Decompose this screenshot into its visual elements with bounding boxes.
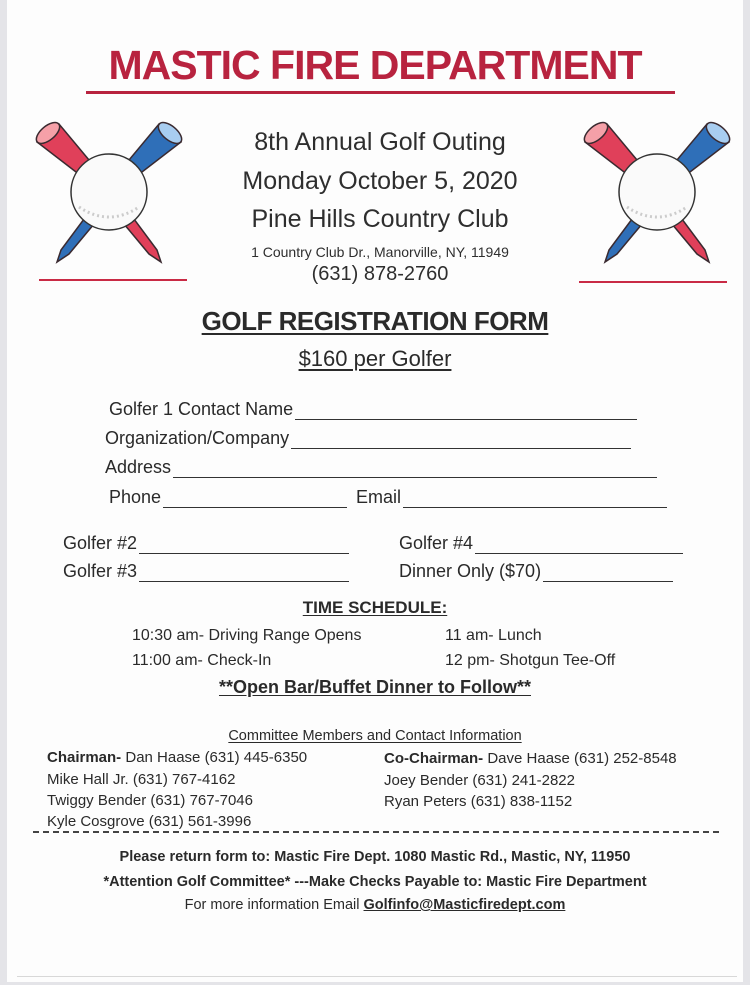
schedule-item: 11 am- Lunch <box>445 627 542 644</box>
more-info-prefix: For more information Email <box>184 897 364 913</box>
checks-payable: *Attention Golf Committee* ---Make Checks Payable to: Mastic Fire Department <box>103 874 647 890</box>
golfer4-label: Golfer #4 <box>399 533 474 553</box>
cut-line-divider <box>33 831 719 833</box>
more-info-line <box>7 897 743 913</box>
phone-field[interactable] <box>109 484 347 508</box>
return-address: Please return form to: Mastic Fire Dept. 1080 Mastic Rd., Mastic, NY, 11950 <box>119 849 631 865</box>
contact-name-label: Golfer 1 Contact Name <box>109 399 294 419</box>
dinner-only-line[interactable] <box>543 563 673 582</box>
venue-address: 1 Country Club Dr., Manorville, NY, 11949 <box>251 244 509 260</box>
email-line[interactable] <box>403 489 667 508</box>
golfer2-line[interactable] <box>139 535 349 554</box>
chairman-entry <box>47 749 307 766</box>
golfer2-field[interactable] <box>63 530 349 554</box>
chairman-role: Chairman- <box>47 749 122 766</box>
chairman-contact: Dan Haase (631) 445-6350 <box>121 749 308 766</box>
registration-flyer <box>7 0 743 982</box>
venue-name: Pine Hills Country Club <box>251 205 509 233</box>
organization-title: MASTIC FIRE DEPARTMENT <box>108 42 642 88</box>
email-label: Email <box>356 487 402 507</box>
organization-label: Organization/Company <box>105 428 290 448</box>
co-chairman-role: Co-Chairman- <box>384 750 484 767</box>
page-bottom-edge <box>17 976 737 977</box>
golfer3-line[interactable] <box>139 563 349 582</box>
phone-line[interactable] <box>163 489 347 508</box>
committee-title: Committee Members and Contact Information <box>228 728 522 744</box>
committee-member: Mike Hall Jr. (631) 767-4162 <box>47 771 236 788</box>
committee-member: Ryan Peters (631) 838-1152 <box>384 793 573 810</box>
dinner-only-label: Dinner Only ($70) <box>399 561 542 581</box>
golfer3-field[interactable] <box>63 558 349 582</box>
title-underline <box>86 91 675 94</box>
email-field[interactable] <box>356 484 667 508</box>
logo-right-underline <box>579 281 727 283</box>
co-chairman-contact: Dave Haase (631) 252-8548 <box>483 750 677 767</box>
schedule-item: 11:00 am- Check-In <box>132 652 272 669</box>
organization-line[interactable] <box>291 430 631 449</box>
address-field[interactable] <box>105 454 657 478</box>
golfer3-label: Golfer #3 <box>63 561 138 581</box>
phone-label: Phone <box>109 487 162 507</box>
form-title: GOLF REGISTRATION FORM <box>201 306 549 336</box>
committee-member: Twiggy Bender (631) 767-7046 <box>47 792 253 809</box>
golfer2-label: Golfer #2 <box>63 533 138 553</box>
dinner-only-field[interactable] <box>399 558 673 582</box>
address-line[interactable] <box>173 459 657 478</box>
venue-phone: (631) 878-2760 <box>311 263 449 285</box>
price-per-golfer: $160 per Golfer <box>298 346 452 371</box>
committee-member: Joey Bender (631) 241-2822 <box>384 772 575 789</box>
committee-member: Kyle Cosgrove (631) 561-3996 <box>47 813 252 830</box>
golfer4-field[interactable] <box>399 530 683 554</box>
contact-name-line[interactable] <box>295 401 637 420</box>
schedule-title: TIME SCHEDULE: <box>302 598 448 617</box>
contact-name-field[interactable] <box>109 396 637 420</box>
open-bar-note: **Open Bar/Buffet Dinner to Follow** <box>218 677 531 697</box>
email-link[interactable]: Golfinfo@Masticfiredept.com <box>363 897 566 913</box>
event-date: Monday October 5, 2020 <box>242 167 518 195</box>
schedule-item: 12 pm- Shotgun Tee-Off <box>445 652 616 669</box>
event-title: 8th Annual Golf Outing <box>254 128 506 156</box>
organization-field[interactable] <box>105 425 631 449</box>
logo-left-underline <box>39 279 187 281</box>
address-label: Address <box>105 457 172 477</box>
schedule-item: 10:30 am- Driving Range Opens <box>132 627 362 644</box>
golfer4-line[interactable] <box>475 535 683 554</box>
co-chairman-entry <box>384 750 677 767</box>
crossed-golf-tees-with-ball-icon <box>29 112 189 272</box>
crossed-golf-tees-with-ball-icon <box>577 112 737 272</box>
